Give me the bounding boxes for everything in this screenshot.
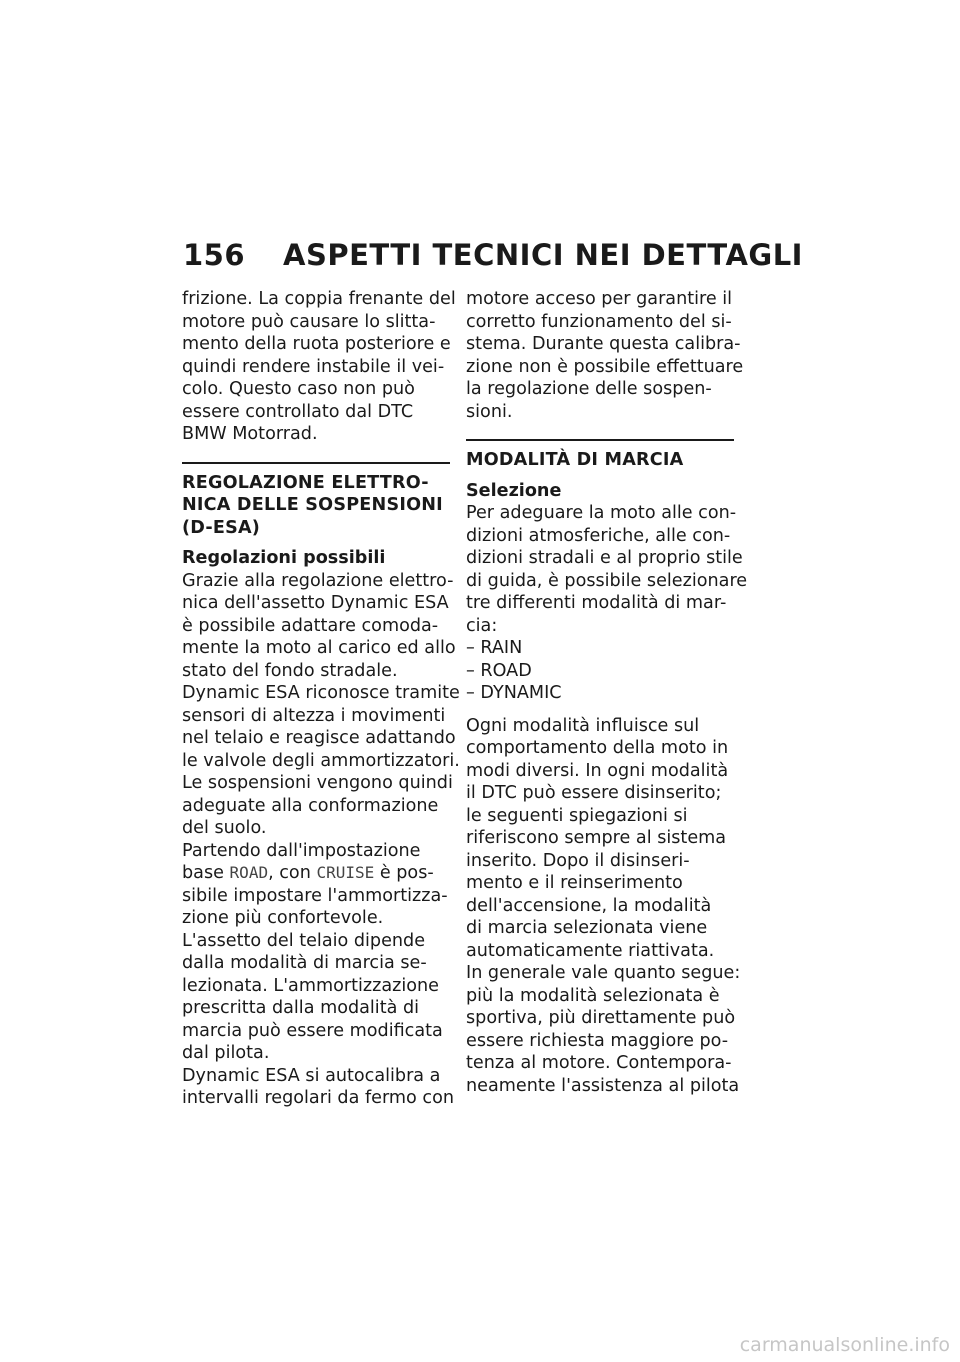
paragraph-1 — [466, 502, 748, 637]
text-line: comportamento della moto in — [466, 738, 729, 758]
paragraph-3 — [466, 962, 741, 1097]
text-line: Dynamic ESA riconosce tramite — [182, 683, 460, 703]
text-line: Grazie alla regolazione elettro- — [182, 570, 454, 591]
code-cruise: CRUISE — [316, 863, 375, 882]
text-line: essere richiesta maggiore po- — [466, 1030, 729, 1051]
text-line: mento e il reinserimento — [466, 873, 683, 893]
text-line: Le sospensioni vengono quindi — [182, 773, 453, 793]
text-line: del suolo. — [182, 818, 267, 838]
text-line: mente la moto al carico ed allo — [182, 638, 456, 658]
text-line: sibile impostare l'ammortizza- — [182, 885, 448, 906]
intro-paragraph — [182, 288, 454, 446]
page-header — [183, 238, 803, 278]
text-line: cia: — [466, 615, 498, 636]
list-item: – RAIN — [466, 638, 523, 658]
text-line: riferiscono sempre al sistema — [466, 828, 727, 848]
text-line: frizione. La coppia frenante del — [182, 289, 456, 309]
text-fragment: , con — [268, 863, 317, 883]
paragraph-3 — [182, 840, 454, 930]
paragraph-2 — [466, 715, 738, 963]
section-title-line: (D-ESA) — [182, 517, 261, 538]
paragraph-2 — [182, 682, 460, 840]
mode-list — [466, 637, 738, 705]
text-line: lezionata. L'ammortizzazione — [182, 975, 439, 996]
text-line: corretto funzionamento del si- — [466, 311, 732, 332]
text-line: sioni. — [466, 401, 513, 422]
text-line: nica dell'assetto Dynamic ESA — [182, 593, 449, 613]
paragraph-1 — [182, 570, 454, 683]
text-line: motore può causare lo slitta- — [182, 311, 436, 332]
text-line: zione più confortevole. — [182, 908, 384, 928]
paragraph-4 — [182, 930, 454, 1065]
text-line: BMW Motorrad. — [182, 424, 318, 444]
section-title-modalita: MODALITÀ DI MARCIA — [466, 450, 684, 470]
text-line: Per adeguare la moto alle con- — [466, 503, 737, 523]
text-line: è possibile adattare comoda- — [182, 615, 439, 636]
text-line — [182, 862, 454, 885]
text-line: quindi rendere instabile il vei- — [182, 356, 445, 377]
section-divider — [466, 439, 734, 441]
text-line: il DTC può essere disinserito; — [466, 783, 722, 803]
text-line: In generale vale quanto segue: — [466, 963, 741, 983]
text-line: dizioni atmosferiche, alle con- — [466, 525, 731, 546]
section-title-line: REGOLAZIONE ELETTRO- — [182, 472, 429, 493]
chapter-title: ASPETTI TECNICI NEI DETTAGLI — [283, 238, 803, 272]
text-line: la regolazione delle sospen- — [466, 379, 712, 399]
page-number: 156 — [183, 238, 246, 272]
text-line: di marcia selezionata viene — [466, 918, 708, 938]
text-line: zione non è possibile effettuare — [466, 356, 744, 377]
spacer — [466, 705, 738, 715]
code-road: ROAD — [229, 863, 269, 882]
text-line: prescritta dalla modalità di — [182, 998, 420, 1018]
text-line: le valvole degli ammortizzatori. — [182, 750, 460, 771]
subsection-title: Regolazioni possibili — [182, 548, 386, 568]
text-line: Ogni modalità influisce sul — [466, 715, 700, 736]
list-item: – DYNAMIC — [466, 683, 562, 703]
text-line: neamente l'assistenza al pilota — [466, 1075, 740, 1096]
text-line: sportiva, più direttamente può — [466, 1008, 736, 1028]
text-line: di guida, è possibile selezionare — [466, 570, 748, 591]
text-line: adeguate alla conformazione — [182, 795, 439, 816]
intro-paragraph — [466, 288, 744, 423]
text-line: dizioni stradali e al proprio stile — [466, 548, 743, 568]
text-line: dell'accensione, la modalità — [466, 895, 712, 916]
text-line: modi diversi. In ogni modalità — [466, 760, 729, 781]
text-line: Dynamic ESA si autocalibra a — [182, 1065, 441, 1086]
watermark: carmanualsonline.info — [739, 1334, 950, 1356]
text-line: nel telaio e reagisce adattando — [182, 728, 456, 748]
text-fragment: è pos- — [374, 863, 434, 883]
section-divider — [182, 462, 450, 464]
text-line: dal pilota. — [182, 1043, 270, 1063]
text-line: Partendo dall'impostazione — [182, 840, 421, 861]
text-line: colo. Questo caso non può — [182, 379, 415, 399]
text-line: dalla modalità di marcia se- — [182, 953, 427, 973]
text-line: intervalli regolari da fermo con — [182, 1088, 454, 1108]
paragraph-5 — [182, 1065, 454, 1110]
subsection-title: Selezione — [466, 480, 562, 501]
text-line: marcia può essere modificata — [182, 1020, 443, 1041]
text-line: automaticamente riattivata. — [466, 940, 715, 961]
text-line: mento della ruota posteriore e — [182, 334, 451, 354]
text-line: sensori di altezza i movimenti — [182, 705, 446, 726]
section-title-desa — [182, 472, 454, 540]
text-line: motore acceso per garantire il — [466, 289, 733, 309]
text-line: le seguenti spiegazioni si — [466, 805, 688, 826]
section-title-line: NICA DELLE SOSPENSIONI — [182, 495, 443, 515]
text-line: stato del fondo stradale. — [182, 660, 398, 681]
right-column — [466, 288, 748, 1097]
text-line: L'assetto del telaio dipende — [182, 930, 426, 951]
list-item: – ROAD — [466, 660, 532, 681]
text-line: stema. Durante questa calibra- — [466, 334, 741, 354]
text-line: inserito. Dopo il disinseri- — [466, 850, 690, 871]
text-fragment: base — [182, 863, 230, 883]
text-line: tre differenti modalità di mar- — [466, 593, 727, 613]
text-line: essere controllato dal DTC — [182, 401, 414, 422]
left-column — [182, 288, 460, 1110]
text-line: tenza al motore. Contempora- — [466, 1053, 732, 1073]
text-line: più la modalità selezionata è — [466, 985, 720, 1006]
